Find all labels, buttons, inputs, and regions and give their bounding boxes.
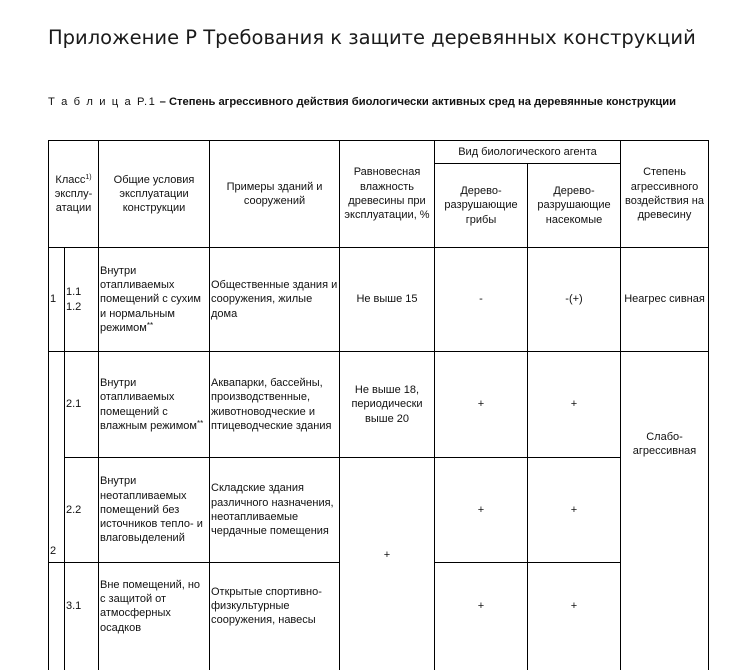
row-insects: +	[528, 458, 621, 563]
row-examples: Складские здания различного назначения, неотапливаемые чердачные помещения	[210, 458, 340, 563]
row-humidity: +	[340, 458, 435, 670]
row-degree: Слабо-агрессивная	[621, 352, 709, 670]
row-insects: +	[528, 352, 621, 458]
row-fungi: +	[435, 458, 528, 563]
table-row	[49, 458, 709, 563]
caption-lead: Т а б л и ц а Р.1	[48, 96, 157, 108]
row-fungi: -	[435, 248, 528, 352]
row-insects: +	[528, 563, 621, 650]
row-conditions: Вне помещений, но с защитой от атмосферных осадков	[99, 563, 210, 650]
row-subclass: 1.1 1.2	[65, 248, 99, 352]
row-examples: Аквапарки, бассейны, производственные, животноводческие и птицеводческие здания	[210, 352, 340, 458]
row-examples: Общественные здания и сооружения, жилые дома	[210, 248, 340, 352]
header-insects: Дерево-разрушающие насекомые	[528, 164, 621, 248]
row-examples: Открытые спортивно-физкультурные сооружения, навесы	[210, 563, 340, 650]
header-conditions: Общие условия эксплуатации конструкции	[99, 141, 210, 248]
row-degree: Неагрес сивная	[621, 248, 709, 352]
table-continuation	[528, 650, 621, 670]
row-class: 1	[49, 248, 65, 352]
row-conditions: Внутри отапливаемых помещений с сухим и нормальным режимом**	[99, 248, 210, 352]
caption-title: – Степень агрессивного действия биологически активных сред на деревянные конструкции	[159, 96, 677, 108]
header-fungi: Дерево-разрушающие грибы	[435, 164, 528, 248]
table-continuation	[99, 650, 210, 670]
header-humidity: Равновесная влажность древесины при эксплуатации, %	[340, 141, 435, 248]
row-humidity: Не выше 18, периодически выше 20	[340, 352, 435, 458]
row-class	[49, 563, 65, 650]
table-continuation	[210, 650, 340, 670]
table-continuation	[435, 650, 528, 670]
table-continuation	[65, 650, 99, 670]
row-fungi: +	[435, 352, 528, 458]
header-agent-group: Вид биологического агента	[435, 141, 621, 164]
header-examples: Примеры зданий и сооружений	[210, 141, 340, 248]
table-continuation	[49, 650, 65, 670]
row-subclass: 2.1	[65, 352, 99, 458]
header-class: Класс$^{1)}$ эксплу-атации	[49, 141, 99, 248]
row-subclass: 2.2	[65, 458, 99, 563]
row-class: 2	[49, 352, 65, 563]
table-row	[49, 352, 709, 458]
row-conditions: Внутри отапливаемых помещений с влажным режимом**	[99, 352, 210, 458]
header-degree: Степень агрессивного воздействия на древесину	[621, 141, 709, 248]
page-title: Приложение Р Требования к защите деревянных конструкций	[48, 26, 696, 49]
table-caption	[48, 95, 688, 110]
row-humidity: Не выше 15	[340, 248, 435, 352]
row-conditions: Внутри неотапливаемых помещений без источников тепло- и влаговыделений	[99, 458, 210, 563]
requirements-table	[48, 140, 709, 670]
row-fungi: +	[435, 563, 528, 650]
row-subclass: 3.1	[65, 563, 99, 650]
table-row	[49, 248, 709, 352]
row-insects: -(+)	[528, 248, 621, 352]
